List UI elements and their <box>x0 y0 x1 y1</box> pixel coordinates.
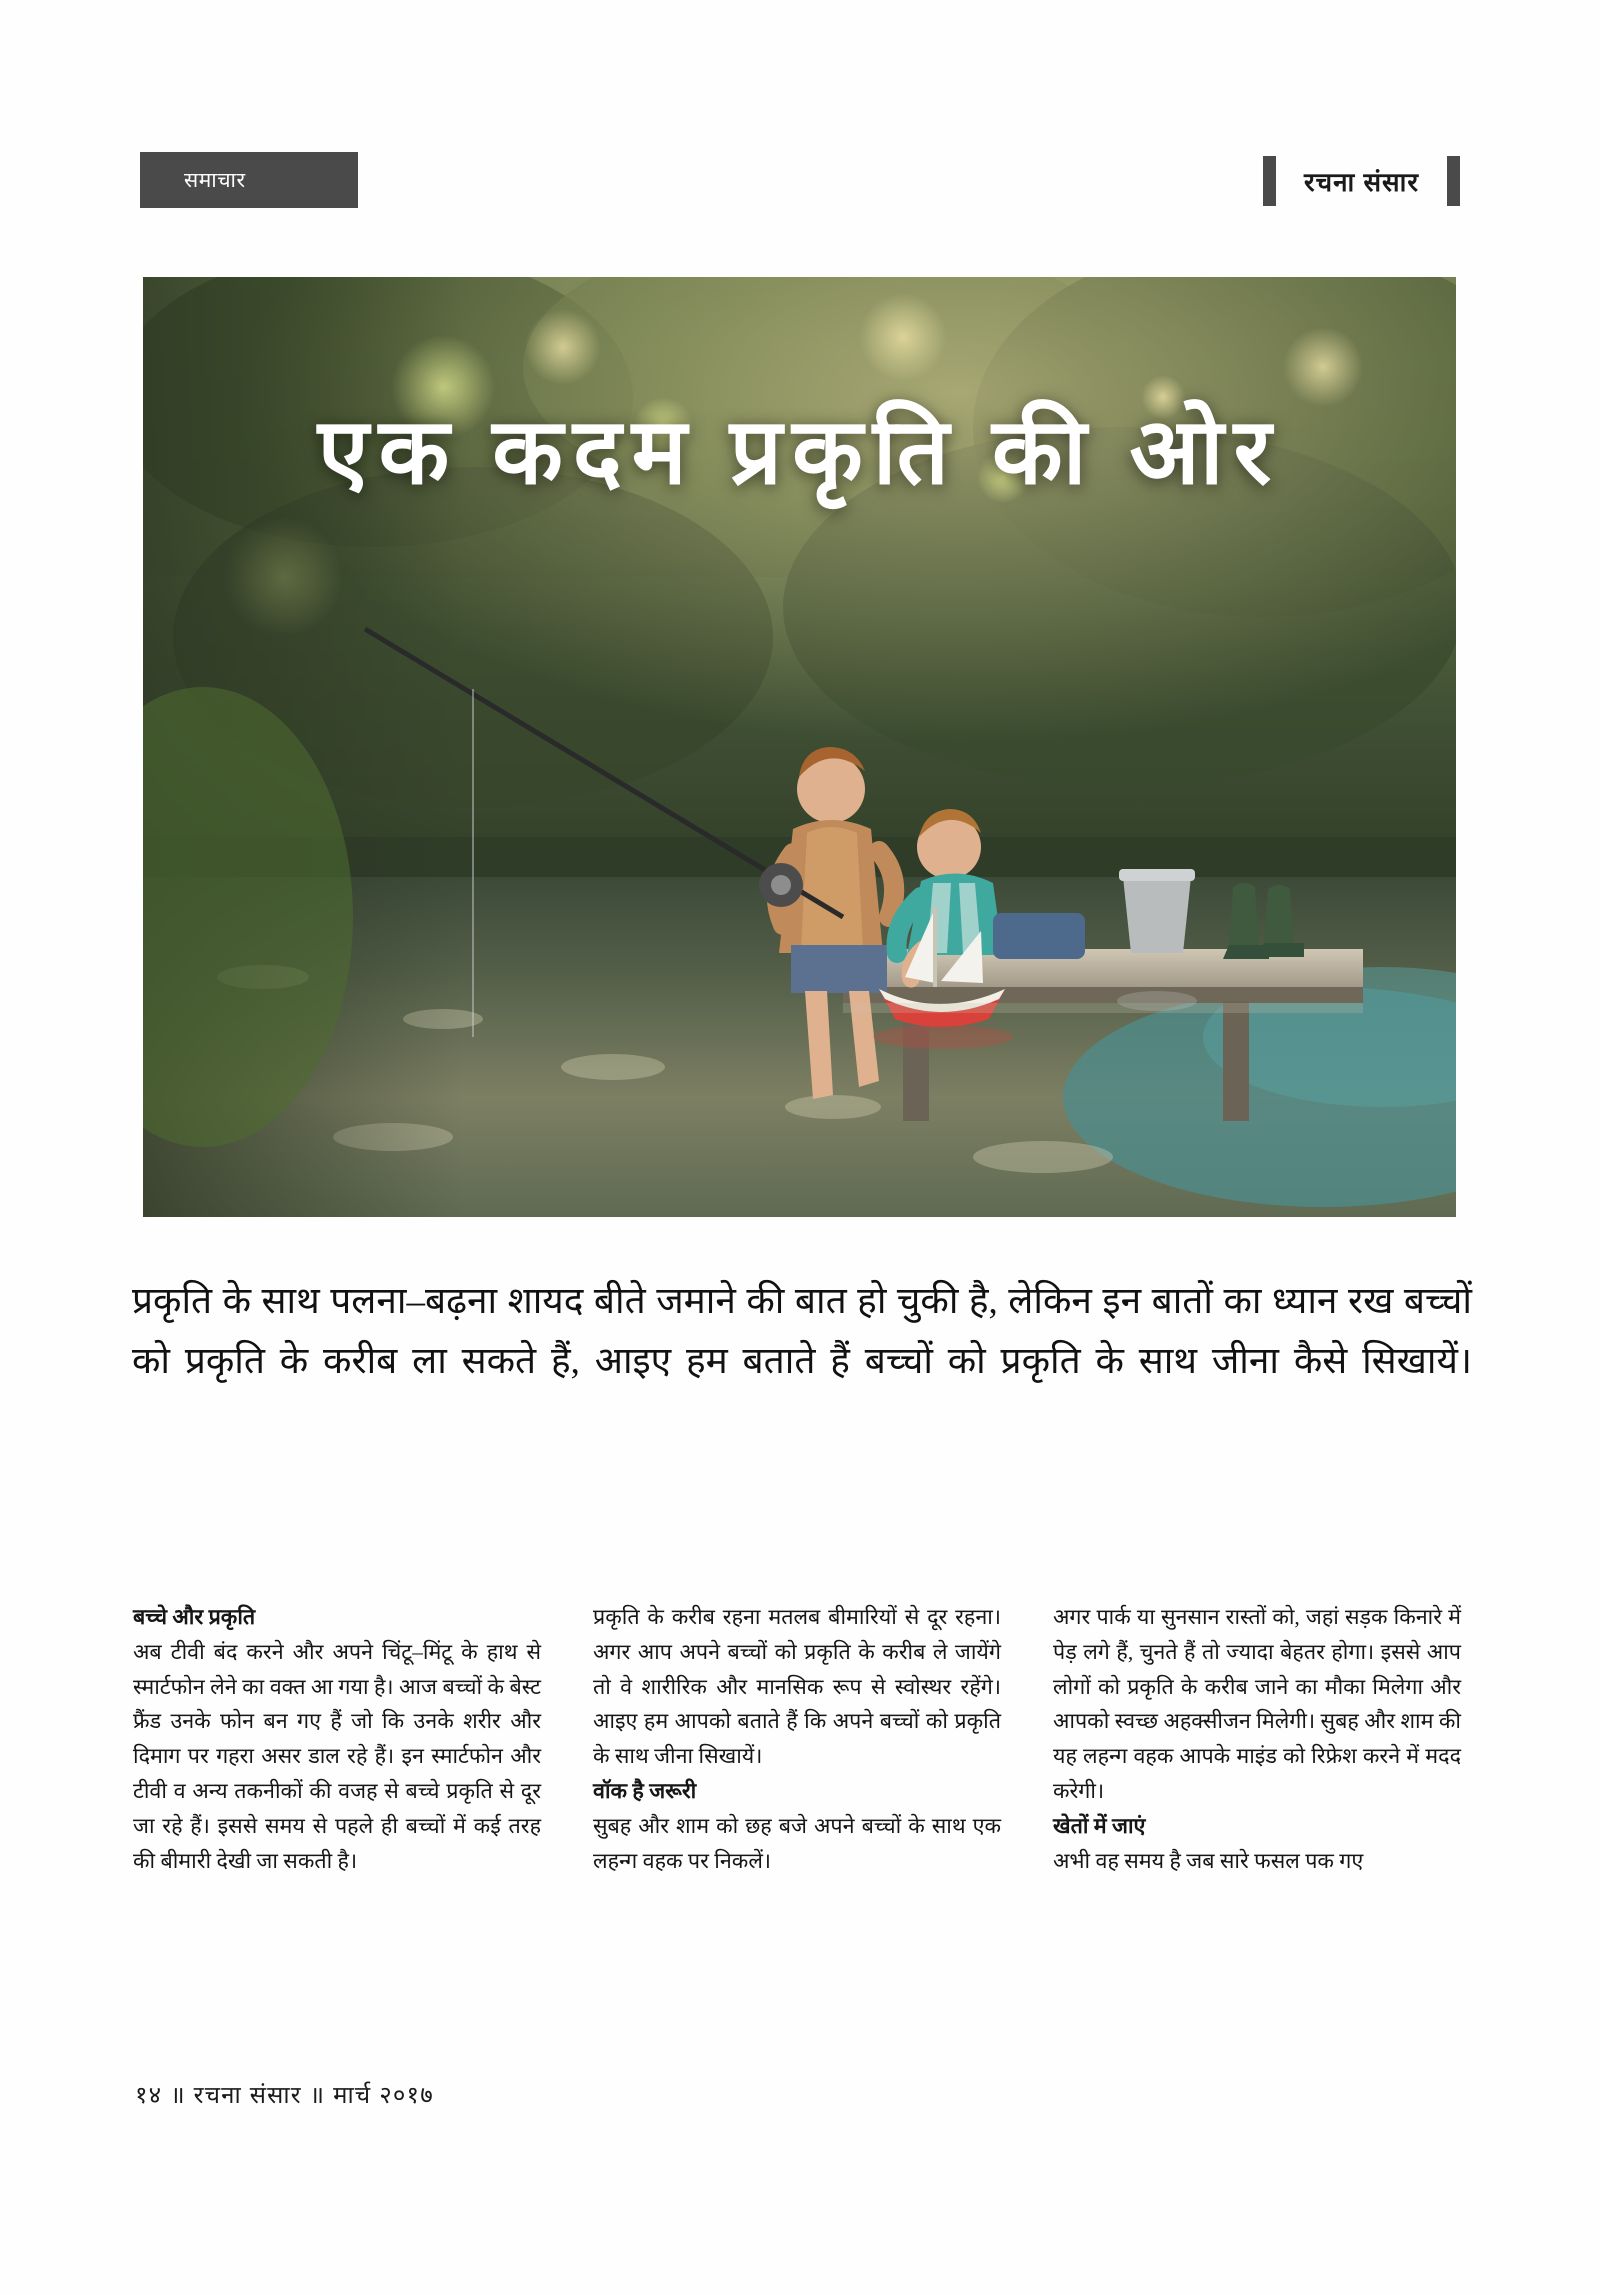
column-2 <box>593 1600 1001 1879</box>
brand-block <box>1263 156 1460 206</box>
brand-rule-right-icon <box>1447 156 1460 206</box>
standfirst-paragraph: प्रकृति के साथ पलना–बढ़ना शायद बीते जमाने की बात हो चुकी है, लेकिन इन बातों का ध्यान रख बच्चों को प्रकृति के करीब ला सकते हैं, आइए हम बताते हैं बच्चों को प्रकृति के साथ जीना कैसे सिखायें। <box>132 1281 1472 1382</box>
column-2-body-2: सुबह और शाम को छह बजे अपने बच्चों के साथ एक लहन्ग वहक पर निकलें। <box>593 1813 1001 1873</box>
page-footer: १४ ॥ रचना संसार ॥ मार्च २०१७ <box>135 2082 434 2109</box>
column-3-body: अगर पार्क या सुनसान रास्तों को, जहां सड़क किनारे में पेड़ लगे हैं, चुनते हैं तो ज्यादा बेहतर होगा। इससे आप लोगों को प्रकृति के करीब जाने का मौका मिलेगा और आपको स्वच्छ अहक्सीजन मिलेगी। सुबह और शाम की यह लहन्ग वहक आपके माइंड को रिफ्रेश करने में मदद करेगी। <box>1053 1605 1461 1804</box>
column-1 <box>133 1600 541 1879</box>
hero-title: एक कदम प्रकृति की ओर <box>317 401 1282 503</box>
category-tag: समाचार <box>140 152 358 208</box>
column-3 <box>1053 1600 1461 1879</box>
body-columns <box>133 1600 1463 1879</box>
page-header <box>140 152 1460 208</box>
column-1-body: अब टीवी बंद करने और अपने चिंटू–मिंटू के हाथ से स्मार्टफोन लेने का वक्त आ गया है। आज बच्चों के बेस्ट फ्रैंड उनके फोन बन गए हैं जो कि उनके शरीर और दिमाग पर गहरा असर डाल रहे हैं। इन स्मार्टफोन और टीवी व अन्य तकनीकों की वजह से बच्चे प्रकृति से दूर जा रहे हैं। इससे समय से पहले ही बच्चों में कई तरह की बीमारी देखी जा सकती है। <box>133 1639 541 1873</box>
column-2-subhead: वॉक है जरूरी <box>593 1779 697 1804</box>
column-1-subhead: बच्चे और प्रकृति <box>133 1605 256 1629</box>
column-2-body: प्रकृति के करीब रहना मतलब बीमारियों से दूर रहना। अगर आप अपने बच्चों को प्रकृति के करीब ले जायेंगे तो वे शारीरिक और मानसिक रूप से स्वोस्थर रहेंगे। आइए हम आपको बताते हैं कि अपने बच्चों को प्रकृति के साथ जीना सिखायें। <box>593 1605 1001 1769</box>
column-3-body-2: अभी वह समय है जब सारे फसल पक गए <box>1053 1848 1364 1873</box>
brand-rule-left-icon <box>1263 156 1276 206</box>
column-3-subhead: खेतों में जाएं <box>1053 1813 1146 1838</box>
brand-name: रचना संसार <box>1303 167 1419 197</box>
